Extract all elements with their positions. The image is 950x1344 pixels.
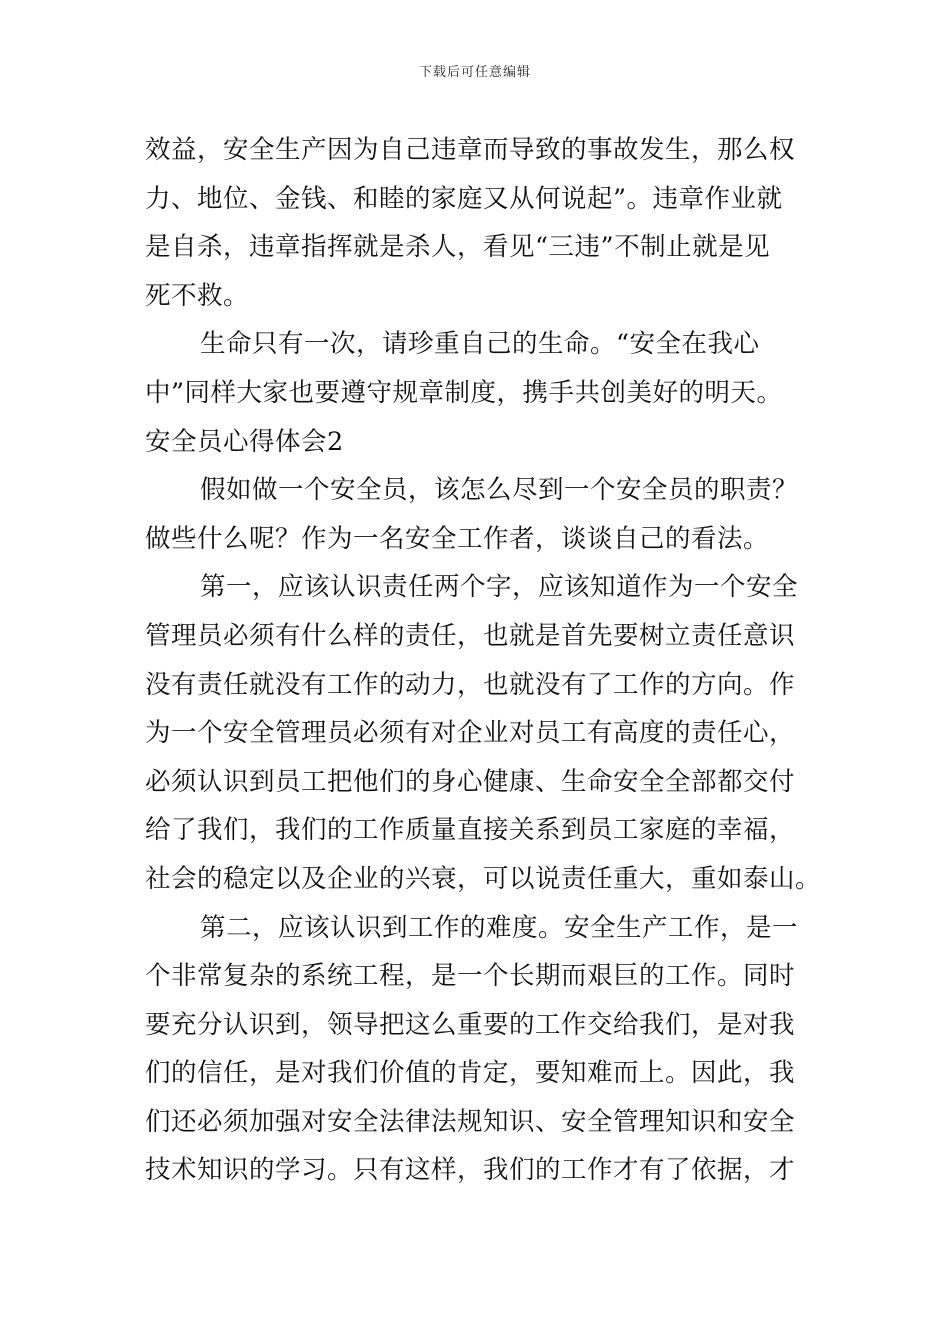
paragraph — [145, 320, 810, 417]
text-line: 为一个安全管理员必须有对企业对员工有高度的责任心， — [145, 718, 796, 749]
text-line: 效益，安全生产因为自己违章而导致的事故发生，那么权 — [145, 135, 796, 165]
text-line: 给了我们，我们的工作质量直接关系到员工家庭的幸福， — [145, 815, 796, 846]
text-line: 个非常复杂的系统工程，是一个长期而艰巨的工作。同时 — [145, 961, 796, 992]
paragraph — [145, 126, 810, 320]
paragraph — [145, 466, 810, 563]
text-line: 们的信任，是对我们价值的肯定，要知难而上。因此，我 — [145, 1058, 796, 1089]
text-line: 社会的稳定以及企业的兴衰，可以说责任重大，重如泰山。 — [145, 863, 822, 894]
text-line: 要充分认识到，领导把这么重要的工作交给我们，是对我 — [145, 1009, 796, 1040]
paragraph — [145, 563, 822, 903]
document-body — [145, 126, 822, 1195]
text-line: 中”同样大家也要遵守规章制度，携手共创美好的明天。 — [145, 377, 783, 408]
text-line: 做些什么呢？作为一名安全工作者，谈谈自己的看法。 — [145, 523, 770, 554]
text-line: 第二，应该认识到工作的难度。安全生产工作，是一 — [200, 912, 799, 943]
text-line: 是自杀，违章指挥就是杀人，看见“三违”不制止就是见 — [145, 232, 771, 263]
text-line: 管理员必须有什么样的责任，也就是首先要树立责任意识 — [145, 620, 796, 651]
text-line: 没有责任就没有工作的动力，也就没有了工作的方向。作 — [145, 669, 796, 700]
text-line: 力、地位、金钱、和睦的家庭又从何说起”。违章作业就 — [145, 183, 783, 214]
text-line: 技术知识的学习。只有这样，我们的工作才有了依据，才 — [145, 1155, 796, 1186]
paragraph — [145, 904, 810, 1196]
text-line: 死不救。 — [145, 280, 250, 311]
text-line: 第一，应该认识责任两个字，应该知道作为一个安全 — [200, 572, 799, 603]
text-line: 生命只有一次，请珍重自己的生命。“安全在我心 — [200, 329, 760, 360]
text-line: 们还必须加强对安全法律法规知识、安全管理知识和安全 — [145, 1106, 796, 1137]
text-line: 必须认识到员工把他们的身心健康、生命安全全部都交付 — [145, 766, 796, 797]
page-header: 下载后可任意编辑 — [418, 65, 531, 80]
section-title: 安全员心得体会2 — [145, 426, 344, 457]
text-line: 假如做一个安全员，该怎么尽到一个安全员的职责？ — [200, 475, 799, 506]
